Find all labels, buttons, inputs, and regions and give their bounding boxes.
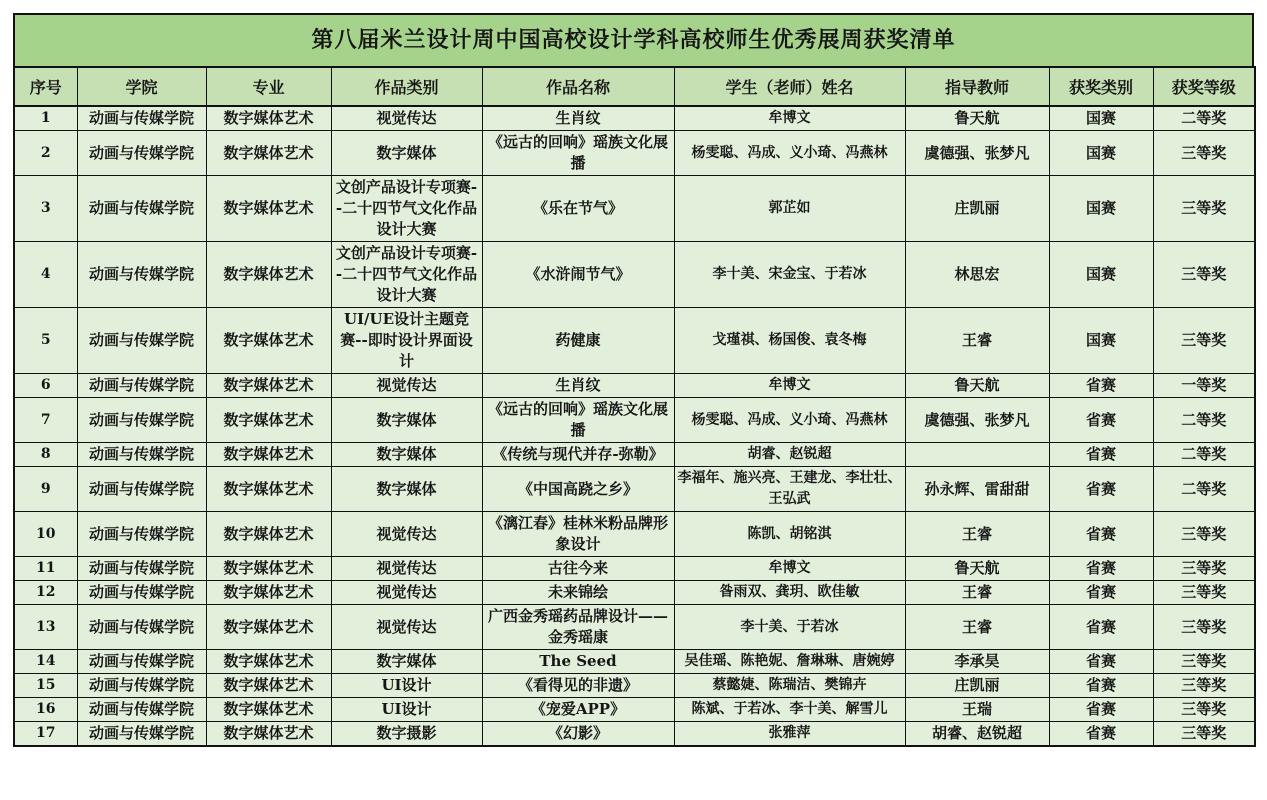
cell-work-title: 《宠爱APP》 [482,698,674,722]
cell-award-type: 省赛 [1049,605,1153,650]
header-category: 作品类别 [331,67,482,106]
cell-work-title: 《乐在节气》 [482,176,674,242]
header-award-type: 获奖类别 [1049,67,1153,106]
award-table [13,66,1256,747]
cell-category: 文创产品设计专项赛--二十四节气文化作品设计大赛 [331,176,482,242]
table-row [14,557,1255,581]
cell-category: UI设计 [331,674,482,698]
cell-award-level: 三等奖 [1153,242,1255,308]
cell-category: 视觉传达 [331,605,482,650]
cell-students: 牟博文 [674,374,905,398]
table-row [14,374,1255,398]
cell-work-title: 古往今来 [482,557,674,581]
cell-category: 视觉传达 [331,374,482,398]
cell-advisor [905,443,1049,467]
table-row [14,605,1255,650]
cell-award-level: 二等奖 [1153,467,1255,512]
cell-index: 9 [14,467,77,512]
cell-work-title: 药健康 [482,308,674,374]
cell-award-type: 国赛 [1049,242,1153,308]
cell-advisor: 庄凯丽 [905,176,1049,242]
award-sheet [13,13,1254,747]
cell-category: 数字媒体 [331,650,482,674]
cell-category: 文创产品设计专项赛--二十四节气文化作品设计大赛 [331,242,482,308]
cell-award-type: 省赛 [1049,557,1153,581]
cell-college: 动画与传媒学院 [77,176,206,242]
cell-college: 动画与传媒学院 [77,374,206,398]
cell-college: 动画与传媒学院 [77,650,206,674]
cell-advisor: 胡睿、赵锐超 [905,722,1049,747]
table-row [14,176,1255,242]
cell-students: 李十美、宋金宝、于若冰 [674,242,905,308]
table-row [14,308,1255,374]
cell-major: 数字媒体艺术 [206,398,331,443]
table-row [14,581,1255,605]
cell-index: 4 [14,242,77,308]
cell-award-level: 三等奖 [1153,650,1255,674]
table-body [14,106,1255,746]
cell-students: 陈凯、胡铭淇 [674,512,905,557]
cell-major: 数字媒体艺术 [206,722,331,747]
cell-award-level: 二等奖 [1153,443,1255,467]
cell-students: 牟博文 [674,557,905,581]
cell-award-level: 三等奖 [1153,674,1255,698]
cell-award-level: 三等奖 [1153,308,1255,374]
cell-award-level: 三等奖 [1153,557,1255,581]
cell-award-type: 省赛 [1049,512,1153,557]
cell-work-title: 《幻影》 [482,722,674,747]
cell-award-level: 一等奖 [1153,374,1255,398]
cell-major: 数字媒体艺术 [206,374,331,398]
cell-category: 视觉传达 [331,581,482,605]
cell-award-type: 省赛 [1049,581,1153,605]
cell-students: 郭芷如 [674,176,905,242]
header-advisor: 指导教师 [905,67,1049,106]
cell-award-type: 省赛 [1049,722,1153,747]
cell-award-level: 三等奖 [1153,581,1255,605]
cell-work-title: 《远古的回响》瑶族文化展播 [482,131,674,176]
cell-category: 数字媒体 [331,398,482,443]
cell-index: 11 [14,557,77,581]
cell-award-type: 国赛 [1049,176,1153,242]
cell-award-level: 三等奖 [1153,605,1255,650]
cell-students: 李十美、于若冰 [674,605,905,650]
cell-college: 动画与传媒学院 [77,106,206,131]
header-students: 学生（老师）姓名 [674,67,905,106]
table-row [14,398,1255,443]
cell-work-title: 广西金秀瑶药品牌设计——金秀瑶康 [482,605,674,650]
header-work-title: 作品名称 [482,67,674,106]
cell-award-type: 省赛 [1049,398,1153,443]
cell-students: 胡睿、赵锐超 [674,443,905,467]
cell-category: 数字媒体 [331,443,482,467]
cell-award-level: 二等奖 [1153,398,1255,443]
cell-award-level: 三等奖 [1153,722,1255,747]
table-row [14,467,1255,512]
cell-award-type: 国赛 [1049,308,1153,374]
cell-advisor: 李承昊 [905,650,1049,674]
cell-index: 16 [14,698,77,722]
cell-college: 动画与传媒学院 [77,581,206,605]
cell-index: 15 [14,674,77,698]
cell-major: 数字媒体艺术 [206,106,331,131]
cell-major: 数字媒体艺术 [206,557,331,581]
table-row [14,131,1255,176]
cell-students: 蔡懿婕、陈瑞洁、樊锦卉 [674,674,905,698]
cell-major: 数字媒体艺术 [206,605,331,650]
table-row [14,443,1255,467]
cell-college: 动画与传媒学院 [77,512,206,557]
cell-students: 戈瑾祺、杨国俊、袁冬梅 [674,308,905,374]
cell-work-title: 《中国高跷之乡》 [482,467,674,512]
cell-work-title: 生肖纹 [482,106,674,131]
cell-index: 2 [14,131,77,176]
cell-award-type: 省赛 [1049,443,1153,467]
cell-major: 数字媒体艺术 [206,467,331,512]
cell-work-title: 生肖纹 [482,374,674,398]
cell-index: 17 [14,722,77,747]
header-index: 序号 [14,67,77,106]
cell-index: 13 [14,605,77,650]
cell-index: 10 [14,512,77,557]
cell-work-title: 《水浒闹节气》 [482,242,674,308]
table-row [14,674,1255,698]
cell-category: 数字摄影 [331,722,482,747]
cell-award-type: 国赛 [1049,106,1153,131]
cell-index: 8 [14,443,77,467]
cell-advisor: 王睿 [905,581,1049,605]
cell-advisor: 鲁天航 [905,106,1049,131]
cell-students: 昝雨双、龚玥、欧佳敏 [674,581,905,605]
cell-advisor: 虞德强、张梦凡 [905,131,1049,176]
cell-major: 数字媒体艺术 [206,581,331,605]
cell-award-level: 三等奖 [1153,698,1255,722]
header-major: 专业 [206,67,331,106]
cell-major: 数字媒体艺术 [206,308,331,374]
cell-category: UI/UE设计主题竞赛--即时设计界面设计 [331,308,482,374]
page-title: 第八届米兰设计周中国高校设计学科高校师生优秀展周获奖清单 [13,13,1254,66]
cell-work-title: The Seed [482,650,674,674]
cell-students: 牟博文 [674,106,905,131]
cell-advisor: 孙永辉、雷甜甜 [905,467,1049,512]
cell-advisor: 虞德强、张梦凡 [905,398,1049,443]
cell-students: 吴佳瑶、陈艳妮、詹琳琳、唐婉婷 [674,650,905,674]
cell-major: 数字媒体艺术 [206,443,331,467]
table-row [14,106,1255,131]
cell-index: 5 [14,308,77,374]
cell-students: 陈斌、于若冰、李十美、解雪儿 [674,698,905,722]
cell-students: 张雅萍 [674,722,905,747]
cell-advisor: 王睿 [905,308,1049,374]
cell-award-level: 二等奖 [1153,106,1255,131]
cell-major: 数字媒体艺术 [206,674,331,698]
cell-advisor: 鲁天航 [905,374,1049,398]
cell-category: 数字媒体 [331,131,482,176]
cell-index: 3 [14,176,77,242]
cell-college: 动画与传媒学院 [77,443,206,467]
cell-major: 数字媒体艺术 [206,698,331,722]
cell-work-title: 《传统与现代并存-弥勒》 [482,443,674,467]
cell-award-level: 三等奖 [1153,131,1255,176]
cell-students: 杨雯聪、冯成、义小琦、冯燕林 [674,398,905,443]
cell-college: 动画与传媒学院 [77,467,206,512]
cell-award-type: 省赛 [1049,467,1153,512]
cell-advisor: 王睿 [905,512,1049,557]
cell-category: 数字媒体 [331,467,482,512]
cell-award-type: 省赛 [1049,650,1153,674]
cell-major: 数字媒体艺术 [206,131,331,176]
cell-college: 动画与传媒学院 [77,131,206,176]
cell-award-type: 省赛 [1049,374,1153,398]
cell-college: 动画与传媒学院 [77,308,206,374]
header-college: 学院 [77,67,206,106]
table-row [14,650,1255,674]
cell-award-type: 国赛 [1049,131,1153,176]
cell-category: 视觉传达 [331,557,482,581]
cell-category: 视觉传达 [331,106,482,131]
table-row [14,722,1255,747]
cell-college: 动画与传媒学院 [77,398,206,443]
cell-category: 视觉传达 [331,512,482,557]
cell-work-title: 《远古的回响》瑶族文化展播 [482,398,674,443]
cell-major: 数字媒体艺术 [206,650,331,674]
cell-category: UI设计 [331,698,482,722]
cell-index: 14 [14,650,77,674]
cell-index: 1 [14,106,77,131]
cell-advisor: 庄凯丽 [905,674,1049,698]
cell-advisor: 林思宏 [905,242,1049,308]
table-row [14,512,1255,557]
table-row [14,242,1255,308]
cell-award-type: 省赛 [1049,674,1153,698]
cell-college: 动画与传媒学院 [77,722,206,747]
cell-students: 杨雯聪、冯成、义小琦、冯燕林 [674,131,905,176]
cell-college: 动画与传媒学院 [77,674,206,698]
cell-index: 6 [14,374,77,398]
cell-major: 数字媒体艺术 [206,242,331,308]
cell-major: 数字媒体艺术 [206,176,331,242]
table-row [14,698,1255,722]
cell-work-title: 未来锦绘 [482,581,674,605]
cell-college: 动画与传媒学院 [77,605,206,650]
cell-college: 动画与传媒学院 [77,557,206,581]
cell-work-title: 《看得见的非遗》 [482,674,674,698]
cell-college: 动画与传媒学院 [77,698,206,722]
cell-students: 李福年、施兴亮、王建龙、李壮壮、王弘武 [674,467,905,512]
cell-award-type: 省赛 [1049,698,1153,722]
table-header-row [14,67,1255,106]
cell-index: 7 [14,398,77,443]
cell-major: 数字媒体艺术 [206,512,331,557]
cell-advisor: 鲁天航 [905,557,1049,581]
cell-index: 12 [14,581,77,605]
cell-advisor: 王睿 [905,605,1049,650]
cell-award-level: 三等奖 [1153,176,1255,242]
cell-award-level: 三等奖 [1153,512,1255,557]
cell-work-title: 《漓江春》桂林米粉品牌形象设计 [482,512,674,557]
cell-college: 动画与传媒学院 [77,242,206,308]
cell-advisor: 王瑞 [905,698,1049,722]
header-award-level: 获奖等级 [1153,67,1255,106]
